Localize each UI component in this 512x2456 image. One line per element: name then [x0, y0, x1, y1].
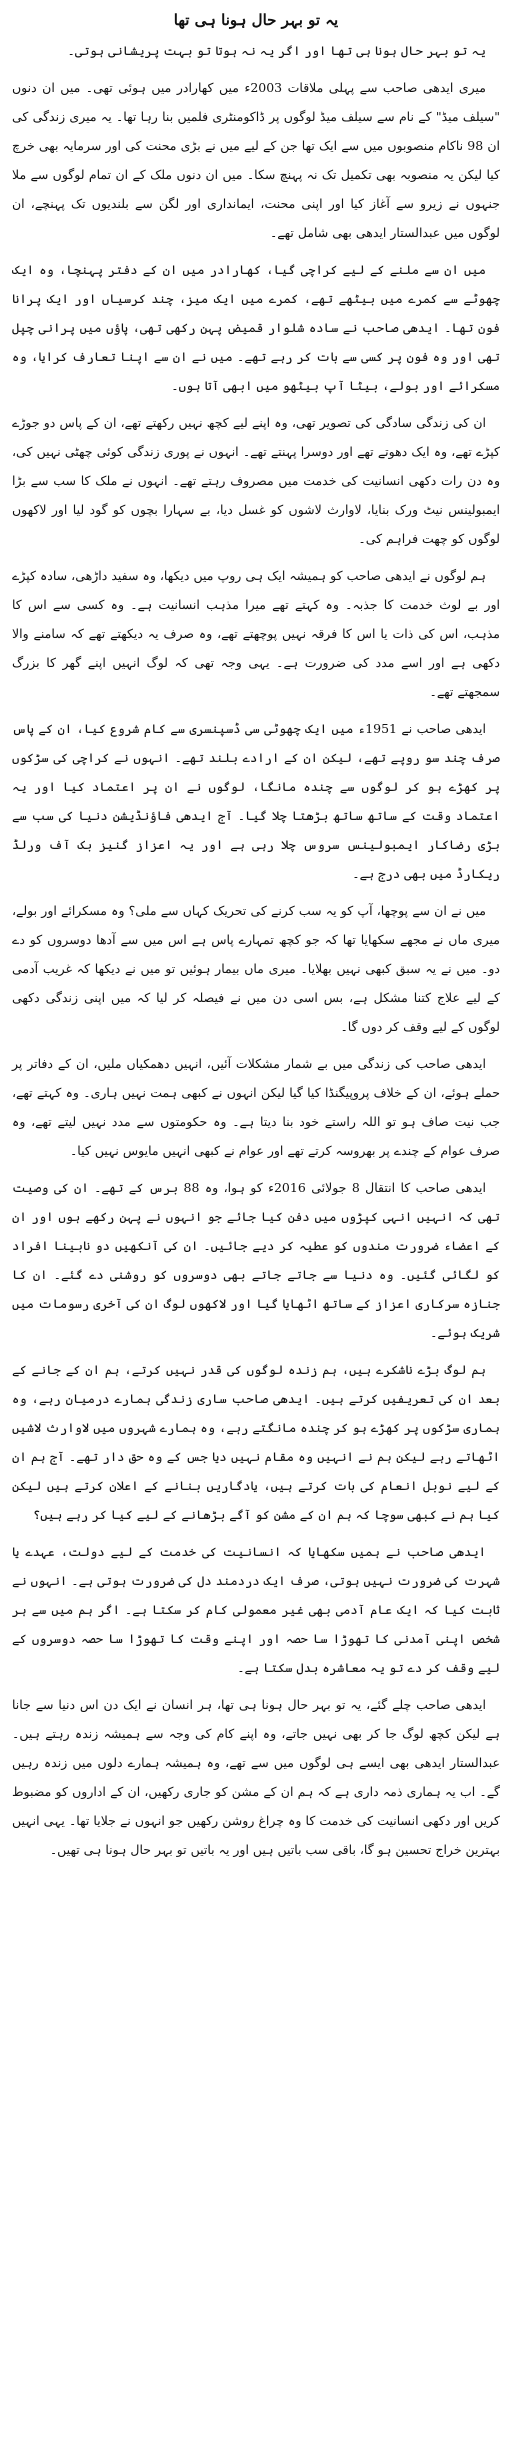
- article-paragraph: میری ایدھی صاحب سے پہلی ملاقات 2003ء میں کھارادر میں ہوئی تھی۔ میں ان دنوں "سیلف میڈ" کے نام سے سیلف میڈ لوگوں پر ڈاکومنٹری فلمیں بنا رہا تھا۔ یہ میری زندگی کی ان 98 ناکام منصوبوں میں سے ایک تھا جن کے لیے میں نے بڑی محنت کی اور سرمایہ بھی خرچ کیا لیکن یہ منصوبہ بھی تکمیل تک نہ پہنچ سکا۔ میں ان دنوں ملک کے ان تمام لوگوں سے ملا جنہوں نے زیرو سے آغاز کیا اور اپنی محنت، ایمانداری اور لگن سے بلندیوں تک پہنچے، ان لوگوں میں عبدالستار ایدھی بھی شامل تھے۔: [12, 80, 500, 240]
- article-paragraph: ہم لوگ بڑے ناشکرے ہیں، ہم زندہ لوگوں کی قدر نہیں کرتے، ہم ان کے جانے کے بعد ان کی تعریفیں کرتے ہیں۔ ایدھی صاحب ساری زندگی ہمارے درمیان رہے، وہ ہماری سڑکوں پر کھڑے ہو کر چندہ مانگتے رہے، وہ ہمارے شہروں میں لاوارث لاشیں اٹھاتے رہے لیکن ہم نے انہیں وہ مقام نہیں دیا جس کے وہ حق دار تھے۔ آج ہم ان کے لیے نوبل انعام کی بات کرتے ہیں، یادگاریں بنانے کے اعلان کرتے ہیں لیکن کیا ہم نے کبھی سوچا کہ ہم ان کے مشن کو آگے بڑھانے کے لیے کیا کر رہے ہیں؟: [12, 1362, 500, 1522]
- article-headline: یہ تو بہر حال ہونا ہی تھا: [173, 11, 339, 29]
- article-paragraph: میں نے ان سے پوچھا، آپ کو یہ سب کرنے کی تحریک کہاں سے ملی؟ وہ مسکرائے اور بولے، میری ماں نے مجھے سکھایا تھا کہ جو کچھ تمہارے پاس ہے اس میں سے آدھا دوسروں کو دے دو۔ میں نے یہ سبق کبھی نہیں بھلایا۔ میری ماں بیمار ہوئیں تو میں نے دیکھا کہ غریب آدمی کے لیے علاج کتنا مشکل ہے، بس اسی دن میں نے فیصلہ کر لیا کہ میں اپنی زندگی دکھی لوگوں کے لیے وقف کر دوں گا۔: [12, 903, 500, 1034]
- article-paragraph: ایدھی صاحب نے 1951ء میں ایک چھوٹی سی ڈسپنسری سے کام شروع کیا، ان کے پاس صرف چند سو روپے تھے، لیکن ان کے ارادے بلند تھے۔ انہوں نے کراچی کی سڑکوں پر کھڑے ہو کر لوگوں سے چندہ مانگا، لوگوں نے ان پر اعتماد کیا اور یہ اعتماد وقت کے ساتھ ساتھ بڑھتا چلا گیا۔ آج ایدھی فاؤنڈیشن دنیا کی سب سے بڑی رضاکار ایمبولینس سروس چلا رہی ہے اور یہ اعزاز گنیز بک آف ورلڈ ریکارڈ میں بھی درج ہے۔: [12, 721, 500, 881]
- article-paragraph: ایدھی صاحب نے ہمیں سکھایا کہ انسانیت کی خدمت کے لیے دولت، عہدے یا شہرت کی ضرورت نہیں ہوتی، صرف ایک دردمند دل کی ضرورت ہوتی ہے۔ انہوں نے ثابت کیا کہ ایک عام آدمی بھی غیر معمولی کام کر سکتا ہے۔ اگر ہم میں سے ہر شخص اپنی آمدنی کا تھوڑا سا حصہ اور اپنے وقت کا تھوڑا سا حصہ دوسروں کے لیے وقف کر دے تو یہ معاشرہ بدل سکتا ہے۔: [12, 1544, 500, 1675]
- article-paragraph: میں ان سے ملنے کے لیے کراچی گیا، کھارادر میں ان کے دفتر پہنچا، وہ ایک چھوٹے سے کمرے میں بیٹھے تھے، کمرے میں ایک میز، چند کرسیاں اور ایک پرانا فون تھا۔ ایدھی صاحب نے سادہ شلوار قمیض پہن رکھی تھی، پاؤں میں پرانی چپل تھی اور وہ فون پر کسی سے بات کر رہے تھے۔ میں نے ان سے اپنا تعارف کرایا، وہ مسکرائے اور بولے، بیٹا آپ بیٹھو میں ابھی آتا ہوں۔: [12, 262, 500, 393]
- article-paragraph: ہم لوگوں نے ایدھی صاحب کو ہمیشہ ایک ہی روپ میں دیکھا، وہ سفید داڑھی، سادہ کپڑے اور بے لوث خدمت کا جذبہ۔ وہ کہتے تھے میرا مذہب انسانیت ہے۔ وہ کسی سے اس کا مذہب، اس کی ذات یا اس کا فرقہ نہیں پوچھتے تھے، وہ صرف یہ دیکھتے تھے کہ سامنے والا دکھی ہے اور اسے مدد کی ضرورت ہے۔ یہی وجہ تھی کہ لوگ انہیں اپنے گھر کا بزرگ سمجھتے تھے۔: [12, 568, 500, 699]
- article-paragraph: ایدھی صاحب کی زندگی میں بے شمار مشکلات آئیں، انہیں دھمکیاں ملیں، ان کے دفاتر پر حملے ہوئے، ان کے خلاف پروپیگنڈا کیا گیا لیکن انہوں نے کبھی ہمت نہیں ہاری۔ وہ کہتے تھے، جب نیت صاف ہو تو اللہ راستے خود بنا دیتا ہے۔ وہ حکومتوں سے مدد نہیں لیتے تھے، وہ صرف عوام کے چندے پر بھروسہ کرتے تھے اور عوام نے کبھی انہیں مایوس نہیں کیا۔: [12, 1056, 500, 1158]
- article-paragraph: ایدھی صاحب کا انتقال 8 جولائی 2016ء کو ہوا، وہ 88 برس کے تھے۔ ان کی وصیت تھی کہ انہیں انہی کپڑوں میں دفن کیا جائے جو انہوں نے پہن رکھے ہوں اور ان کے اعضاء ضرورت مندوں کو عطیہ کر دیے جائیں۔ ان کی آنکھیں دو نابینا افراد کو لگائی گئیں۔ وہ دنیا سے جاتے جاتے بھی دوسروں کو روشنی دے گئے۔ ان کا جنازہ سرکاری اعزاز کے ساتھ اٹھایا گیا اور لاکھوں لوگ ان کی آخری رسومات میں شریک ہوئے۔: [12, 1180, 500, 1340]
- article-paragraph: ایدھی صاحب چلے گئے، یہ تو بہر حال ہونا ہی تھا، ہر انسان نے ایک دن اس دنیا سے جانا ہے لیکن کچھ لوگ جا کر بھی نہیں جاتے، وہ اپنے کام کی وجہ سے ہمیشہ زندہ رہتے ہیں۔ عبدالستار ایدھی بھی ایسے ہی لوگوں میں سے تھے، وہ ہمیشہ ہمارے دلوں میں زندہ رہیں گے۔ اب یہ ہماری ذمہ داری ہے کہ ہم ان کے مشن کو جاری رکھیں، ان کے اداروں کو مضبوط کریں اور دکھی انسانیت کی خدمت کا وہ چراغ روشن رکھیں جو انہوں نے جلایا تھا۔ یہی انہیں بہترین خراج تحسین ہو گا، باقی سب باتیں ہیں اور یہ باتیں تو بہر حال ہونا ہی تھیں۔: [12, 1697, 500, 1857]
- article-paragraph: یہ تو بہر حال ہونا ہی تھا اور اگر یہ نہ ہوتا تو بہت پریشانی ہوتی۔: [67, 43, 486, 58]
- article-paragraph: ان کی زندگی سادگی کی تصویر تھی، وہ اپنے لیے کچھ نہیں رکھتے تھے، ان کے پاس دو جوڑے کپڑے تھے، وہ ایک دھوتے تھے اور دوسرا پہنتے تھے۔ انہوں نے پوری زندگی کوئی چھٹی نہیں کی، وہ دن رات دکھی انسانیت کی خدمت میں مصروف رہتے تھے۔ انہوں نے ملک کا سب سے بڑا ایمبولینس نیٹ ورک بنایا، لاوارث لاشوں کو غسل دیا، بے سہارا بچوں کو گود لیا اور لاکھوں لوگوں کو چھت فراہم کی۔: [12, 415, 500, 546]
